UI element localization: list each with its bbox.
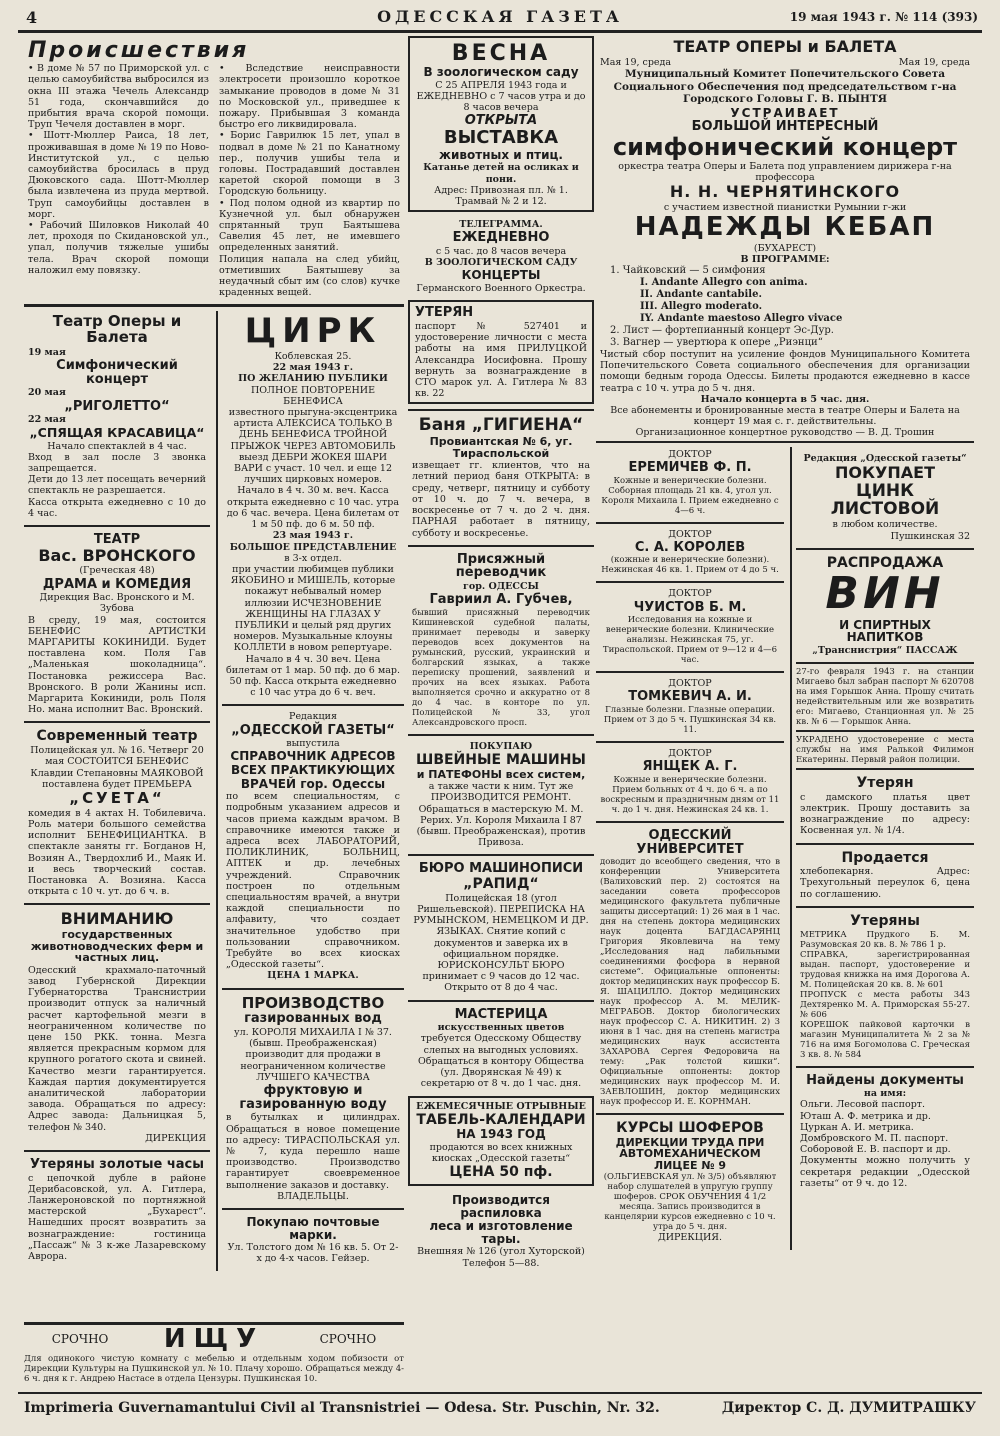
attention-subtitle: государственных животноводческих ферм и частных лиц. <box>30 928 204 965</box>
incidents-section <box>24 36 404 300</box>
typing-text: Полицейская 18 (угол Ришельевской). ПЕРЕПИСКА НА РУМЫНСКОМ, НЕМЕЦКОМ И ДР. ЯЗЫКАХ. Снятие копий с документов и заверка их в официальном порядке. ЮРИСКОНСУЛЬТ БЮРО принимает с 9 часов до 12 час. Открыто от 8 до 4 час. <box>413 892 589 994</box>
circus-line: ПО ЖЕЛАНИЮ ПУБЛИКИ <box>238 373 388 385</box>
attention-ad <box>24 908 210 1146</box>
doctor-name: ЕРЕМИЧЕВ Ф. П. <box>628 459 752 475</box>
translator-text: бывший присяжный переводчик Кишиневской судебной палаты, принимает переводы и заверку переводов всех документов на румынский, русский, украинский и болгарский языках, а также переписку прошений, заявлений и прочих на всех языках. Работа выполняется срочно и аккуратно от 8 до 4 час. в конторе по ул. Полицейской № 33, угол Александровского просп. <box>412 607 590 728</box>
attention-text: Одесский крахмало-паточный завод Губернской Дирекции Губернаторства Транснистрии производит отпуск за наличный расчет картофельной мезги в неограниченном количестве по цене 150 РКК. тонна. Мезга является прекрасным кормом для крупного рогатого скота и свиней. Качество мезги гарантируется. Каждая партия документируется аналитической лаборатории завода. Обращаться по адресу: Адрес завода: Дальницкая 5, телефон № 340. <box>28 964 206 1133</box>
lost-watch-text: с цепочкой дубле в районе Дерибасовской, ул. А. Гитлера, Ланжероновской по портняжной мастерской „Бухарест“. Нашедших просят возвратить за вознаграждение: гостиница „Пассаж“ № 3 к-же Лазаревскому Аврора. <box>28 1172 206 1263</box>
zinc-line: Пушкинская 32 <box>890 530 970 542</box>
opera-note: Вход в зал после 3 звонка запрещается. <box>28 451 206 474</box>
circus-line: в 3-х отдел. <box>284 552 342 564</box>
found-text: Документы можно получить у секретаря редакции „Одесской газеты“ от 9 ч. до 12. <box>800 1155 970 1189</box>
seek-title: ИЩУ <box>163 1324 265 1354</box>
translator-ad <box>408 550 594 730</box>
found-item: Домбровского М. П. паспорт. <box>800 1132 949 1144</box>
sawing-title2: леса и изготовление тары. <box>429 1219 573 1246</box>
modern-text: Полицейская ул. № 16. Четверг 20 мая СОСТОИТСЯ БЕНЕФИС Клавдии Степановны МАЯКОВОЙ поставлена будет ПРЕМЬЕРА <box>30 745 204 790</box>
translator-title: Присяжный переводчик <box>455 551 547 581</box>
spring-subtitle: В зоологическом саду <box>423 65 579 80</box>
spring-open: ОТКРЫТА <box>464 113 538 129</box>
directory-line: выпустила <box>286 738 340 750</box>
imprint-footer <box>18 1392 982 1422</box>
sawing-title: Производится распиловка <box>452 1193 550 1220</box>
circus-title: ЦИРК <box>244 311 382 352</box>
concert-theatre: ТЕАТР ОПЕРЫ и БАЛЕТА <box>673 37 897 56</box>
found-item: Юташ А. Ф. метрика и др. <box>800 1110 931 1122</box>
translator-name: Гавриил А. Губчев, <box>429 592 573 608</box>
wine-sale-ad <box>796 553 974 658</box>
soda-text: ул. КОРОЛЯ МИХАИЛА I № 37. (бывш. Преображенская) производит для продажи в неограниченном количестве ЛУЧШЕГО КАЧЕСТВА <box>234 1027 392 1083</box>
circus-line: ПОЛНОЕ ПОВТОРЕНИЕ БЕНЕФИСА <box>250 384 376 407</box>
doctor-text: Кожные и венерические болезни. Прием больных от 4 ч. до 6 ч. а по воскресным и праздничным дням от 11 ч. до 1 ч. дня. Нежинская 24 кв. 1. <box>600 774 780 815</box>
wine-line: ВИН <box>825 568 945 620</box>
opera-line: 22 мая <box>28 414 66 426</box>
calendars-title: ЕЖЕМЕСЯЧНЫЕ ОТРЫВНЫЕ <box>416 1100 586 1112</box>
flowers-text: требуется Одесскому Обществу слепых на выгодных условиях. Обращаться в контору Общества (ул. Дворянская № 49) к секретарю от 8 ч. до 1 час. дня. <box>417 1033 585 1090</box>
lost-passport-text: паспорт № 527401 и удостоверение личности с места работы на имя ПРИЛУЦКОЙ Александра Иосифовна. Прошу вернуть за вознаграждение в СТО марок ул. А. Гитлера № 83 кв. 22 <box>415 320 587 400</box>
flowers-title2: искусственных цветов <box>437 1022 565 1034</box>
concert-start: Начало концерта в 5 час. дня. <box>700 393 870 405</box>
directory-line: Редакция <box>289 711 337 723</box>
modern-theatre-ad <box>24 726 210 899</box>
university-text: доводит до всеобщего сведения, что в конференции Университета (Валиховский пер. 2) состоятся на заседании совета профессоров медицинского факультета публичные защиты диссертаций: 1) 26 мая в 1 час. дня на степень доктора медицинских наук доцента БАГДАСАРЯНЦ Григория Яковлевича на тему „Исследования над лабильными соединениями фосфора в нервной системе“. Официальные оппоненты: доктор медицинских наук профессор Б. Я. ШАЦИЛЛО. Доктор медицинских наук профессор А. М. МЕЛИК-МЕГРАБОВ. Доктор биологических наук профессор С. А. НИКИТИН. 2) 3 июня в 1 час. дня на степень магистра медицинских наук ассистента ЗАХАРОВА Сергея Федоровича на тему: „Рак толстой кишки“. Официальные оппоненты: доктор медицинских наук профессор М. И. ЗАЕВЛОШИН, доктор медицинских наук профессор И. Е. КОРНМАН. <box>600 857 780 1108</box>
opera-line: 20 мая <box>28 387 66 399</box>
lost-doc-item: КОРЕШОК пайковой карточки в магазин Муниципалитета № 2 за № 716 на имя Богомолова С. Греческая 3 кв. 8. № 584 <box>800 1019 970 1060</box>
stamps-title: Покупаю почтовые марки. <box>246 1214 380 1242</box>
vronsky-title: ТЕАТР <box>93 531 141 547</box>
concert-date-left: Мая 19, среда <box>600 56 672 68</box>
opera-note: Касса открыта ежедневно с 10 до 4 час. <box>28 496 206 519</box>
program-item: I. Andante Allegro con anima. <box>640 277 808 289</box>
program-item: 3. Вагнер — увертюра к опере „Риэнци“ <box>610 337 823 349</box>
incident-item: • Под полом одной из квартир по Кузнечной ул. был обнаружен спрятанный труп Баятышева Савелия 45 лет, не имевшего определенных занятий. <box>219 197 400 254</box>
incidents-title: Происшествия <box>28 38 250 63</box>
concert-sign: Организационное концертное руководство — В. Д. Трошин <box>635 427 935 439</box>
circus-text: при участии любимцев публики ЯКОБИНО и МИШЕЛЬ, которые покажут небывалый номер иллюзии ИСЧЕЗНОВЕНИЕ ЖЕНЩИНЫ НА ГЛАЗАХ У ПУБЛИКИ и целый ряд других номеров. Музыкальные клоуны КОЛЛЕТИ в новом репертуаре. Начало в 4 ч. 30 веч. Цена билетам от 1 мар. 50 пф. до 6 мар. 50 пф. Касса открыта ежедневно с 10 час утра до 6 ч. веч. <box>226 563 400 699</box>
directory-line: ВСЕХ ПРАКТИКУЮЩИХ <box>230 762 396 777</box>
found-item: Соборовой Е. В. паспорт и др. <box>800 1144 951 1156</box>
directory-line: СПРАВОЧНИК АДРЕСОВ <box>230 749 396 764</box>
vronsky-text: В среду, 19 мая, состоится БЕНЕФИС АРТИСТКИ МАРГАРИТЫ КОКИНИДИ. Будет поставлена ком. Поля Гав „Маленькая шоколадница“. Постановка режиссера Вас. Вронского. В роли Жанины исп. Маргарита Кокиниди, роль Поля Но. мана исполнит Вас. Вронский. <box>28 614 206 716</box>
concert-date-right: Мая 19, среда <box>898 56 970 68</box>
directory-line: „ОДЕССКОЙ ГАЗЕТЫ“ <box>231 722 395 738</box>
soda-title: ПРОИЗВОДСТВО <box>241 993 385 1012</box>
zinc-line: в любом количестве. <box>832 519 938 531</box>
vronsky-genre: ДРАМА и КОМЕДИЯ <box>42 576 192 592</box>
middle-column <box>408 36 594 1275</box>
lost-ad <box>796 773 974 839</box>
right-column <box>596 36 974 1250</box>
incident-item: • В доме № 57 по Приморской ул. с целью самоубийства выбросился из окна III этажа Чечель Александр 51 года, скончавшийся до прибытия врача скорой помощи. Труп Чечеля доставлен в морг. <box>28 63 209 131</box>
telegram-line: Германского Военного Оркестра. <box>416 283 586 295</box>
zinc-ad <box>796 451 974 544</box>
telegram-line: В ЗООЛОГИЧЕСКОМ САДУ <box>424 257 578 269</box>
soda-text2: в бутылках и цилиндрах. Обращаться в новое помещение по адресу: ТИРАСПОЛЬСКАЯ ул. № 7, куда перешло наше производство. Производство гарантирует своевременное выполнение заказов и доставку. <box>226 1112 400 1191</box>
opera-line: Симфонический концерт <box>56 358 178 387</box>
sale-title: Продается <box>841 849 929 866</box>
doctor-text: Глазные болезни. Глазные операции. Прием от 3 до 5 ч. Пушкинская 34 кв. 11. <box>603 705 777 736</box>
found-title: Найдены документы <box>806 1072 964 1088</box>
seek-urgent-right: СРОЧНО <box>319 1332 377 1347</box>
concert-organizer: Муниципальный Комитет Попечительского Совета Социального Обеспечения под председательством г-на Городского Головы Г. В. ПЫНТЯ <box>613 68 957 105</box>
flowers-ad <box>408 1005 594 1092</box>
program-item: IY. Andante maestoso Allegro vivace <box>640 313 843 325</box>
vronsky-address: (Греческая 48) <box>79 565 155 577</box>
bath-text: извещает гг. клиентов, что на летний период баня ОТКРЫТА: в среду, четверг, пятницу и субботу от 10 ч. до 7 ч. вечера, в воскресенье от 7 ч. до 2 ч. дня. ПАРНАЯ работает в пятницу, субботу и воскресенье. <box>412 460 590 539</box>
lost-title: Утерян <box>856 775 914 792</box>
bath-title: Баня „ГИГИЕНА“ <box>418 415 584 436</box>
zinc-line: ПОКУПАЕТ <box>834 462 936 482</box>
lost-passport-ad <box>408 300 594 404</box>
calendars-price: ЦЕНА 50 пф. <box>449 1164 553 1181</box>
doctor-ad <box>596 527 784 578</box>
doctor-ad <box>596 746 784 817</box>
concert-text: Чистый сбор поступит на усиление фондов Муниципального Комитета Попечительского Совета социального обеспечения для организации помощи бедным города Одессы. Билеты продаются ежедневно в кассе театра с 10 ч. утра до 5 ч. дня. <box>600 349 970 394</box>
found-item: Ольги. Лесовой паспорт. <box>800 1099 926 1111</box>
concert-ad <box>596 36 974 443</box>
calendars-big: ТАБЕЛЬ-КАЛЕНДАРИ <box>416 1111 586 1128</box>
spring-text2: Катанье детей на осликах и пони. <box>423 162 579 185</box>
for-sale-ad <box>796 848 974 902</box>
circus-address: Коблевская 25. <box>274 351 352 363</box>
issue-date: 19 мая 1943 г. № 114 (393) <box>789 10 978 24</box>
incident-item: Полиция напала на след убийц, отметивших Баятышеву за неудачный сбыт им (со слов) кучке краденных вещей. <box>219 253 400 299</box>
modern-title: Современный театр <box>36 728 198 745</box>
incident-item: • Вследствие неисправности электросети произошло короткое замыкание проводов в доме № 31 по Московской ул., приведшее к пожару. Прибывшая 3 команда быстро его ликвидировала. <box>219 63 400 131</box>
typing-bureau-ad <box>408 859 594 995</box>
circus-date: 23 мая 1943 г. <box>272 530 354 542</box>
university-ad <box>596 826 784 1109</box>
printer-imprint: Imprimeria Guvernamantului Civil al Transnistriei — Odesa. Str. Puschin, Nr. 32. <box>24 1400 660 1416</box>
concert-arranges: УСТРАИВАЕТ <box>730 105 840 120</box>
drivers-course-ad <box>596 1118 784 1246</box>
concert-big-title: симфонический концерт <box>612 132 958 161</box>
typing-name: „РАПИД“ <box>463 876 539 893</box>
directory-line: ВРАЧЕЙ гор. Одессы <box>240 776 386 791</box>
seek-room-ad <box>24 1322 404 1391</box>
soda-title2: газированных вод <box>244 1011 382 1027</box>
zoo-spring-ad <box>408 36 594 212</box>
spring-title: ВЕСНА <box>451 41 551 66</box>
doctor-name: С. А. КОРОЛЕВ <box>634 539 746 555</box>
circus-ad <box>222 311 404 700</box>
seek-urgent-left: СРОЧНО <box>51 1332 109 1347</box>
soda-sign: ВЛАДЕЛЬЦЫ. <box>277 1190 349 1202</box>
attention-sign: ДИРЕКЦИЯ <box>145 1132 206 1144</box>
attention-title: ВНИМАНИЮ <box>60 909 174 929</box>
bath-addr: Провиантская № 6, уг. Тираспольской <box>429 435 573 460</box>
university-title: ОДЕССКИЙ УНИВЕРСИТЕТ <box>636 827 744 857</box>
concert-text2: Все абонементы и бронированные места в театре Оперы и Балета на концерт 19 мая с. г. действительны. <box>610 405 960 428</box>
bath-ad <box>408 414 594 540</box>
drivers-title: КУРСЫ ШОФЕРОВ <box>616 1120 764 1137</box>
sawing-text: Внешняя № 126 (угол Хуторской) Телефон 5—88. <box>417 1246 585 1269</box>
spring-big2: животных и птиц. <box>439 147 563 162</box>
doctor-label: ДОКТОР <box>668 588 712 600</box>
lost-doc-item: МЕТРИКА Прудкого Б. М. Разумовская 20 кв. 8. № 786 1 р. <box>800 929 970 950</box>
program-item: 2. Лист — фортепианный концерт Эс-Дур. <box>610 325 834 337</box>
incident-item: • Рабочий Шиловков Николай 40 лет, проходя по Скидановской ул., упал, получив тяжелые ушибы тела. Врач скорой помощи наложил ему повязку. <box>28 219 209 276</box>
zinc-line: Редакция „Одесской газеты“ <box>803 452 967 464</box>
telegram-line: ЕЖЕДНЕВНО <box>452 230 550 246</box>
program-item: III. Allegro moderato. <box>640 301 763 313</box>
soda-big: фруктовую и газированную воду <box>239 1083 387 1112</box>
lost-watch-title: Утеряны золотые часы <box>29 1157 205 1173</box>
program-item: II. Andante cantabile. <box>640 289 762 301</box>
sewing-title: ПОКУПАЮ <box>469 740 533 752</box>
vronsky-title2: Вас. ВРОНСКОГО <box>38 545 196 565</box>
doctor-text: (кожные и венерические болезни). Нежинская 46 кв. 1. Прием от 4 до 5 ч. <box>601 555 779 576</box>
opera-schedule-ad <box>24 311 210 521</box>
sewing-text: а также части к ним. Тут же ПРОИЗВОДИТСЯ РЕМОНТ. Обращаться в мастерскую М. М. Рерих. Ул. Короля Михаила I 87 (бывш. Преображенская), против Привоза. <box>416 781 586 849</box>
spring-addr: Адрес: Привозная пл. № 1. Трамвай № 2 и 12. <box>434 184 568 208</box>
opera-line: Начало спектаклей в 4 час. <box>47 440 187 452</box>
opera-line: „РИГОЛЕТТО“ <box>64 398 170 414</box>
circus-line: БОЛЬШОЕ ПРЕДСТАВЛЕНИЕ <box>229 541 397 553</box>
wine-line: И СПИРТНЫХ НАПИТКОВ <box>839 617 931 645</box>
translator-sub: гор. ОДЕССЫ <box>463 580 539 592</box>
small-notice: УКРАДЕНО удостоверение с места службы на имя Ралькой Филимон Екатерины. Первый район полиции. <box>796 735 974 766</box>
concert-big-interest: БОЛЬШОЙ ИНТЕРЕСНЫЙ <box>691 119 879 135</box>
concert-program-title: В ПРОГРАММЕ: <box>740 253 830 265</box>
modern-play: „СУЕТА“ <box>69 788 165 807</box>
found-sub: на имя: <box>863 1088 907 1100</box>
opera-note: Дети до 13 лет посещать вечерний спектакль не разрешается. <box>28 474 206 497</box>
stamps-ad <box>222 1213 404 1267</box>
drivers-text: (ОЛЬГИЕВСКАЯ ул. № 3/5) объявляют набор слушателей в упругую группу шоферов. СРОК ОБУЧЕНИЯ 4 1/2 месяца. Запись производится в канцелярии курсов ежедневно с 10 ч. утра до 5 ч. дня. <box>603 1172 777 1233</box>
doctor-text: Исследования на кожные и венерические болезни. Клинические анализы. Нежинская 75, уг. Тираспольской. Прием от 9—12 и 4—6 час. <box>602 615 778 666</box>
drivers-title2: ДИРЕКЦИИ ТРУДА ПРИ АВТОМЕХАНИЧЕСКОМ ЛИЦЕЕ № 9 <box>615 1135 765 1172</box>
doctor-name: ЧУИСТОВ Б. М. <box>633 599 747 615</box>
lost-text: с дамского платья цвет электрик. Прошу доставить за вознаграждение по адресу: Косвенная ул. № 1/4. <box>800 791 970 837</box>
flowers-title: МАСТЕРИЦА <box>454 1006 548 1022</box>
wine-line: „Транснистрия“ ПАССАЖ <box>812 644 958 656</box>
small-notice: 27-го февраля 1943 г. на станции Мигаево был забран паспорт № 620708 на имя Горышок Анна. Прошу считать недействительным или же возвратить его: Мигаево, Станционная ул. № 25 кв. № 6 — Горышок Анна. <box>796 667 974 728</box>
seek-text: Для одинокого чистую комнату с мебелью и отдельным ходом побизости от Дирекции Культуры на Пушкинской ул. № 10. Плачу хорошо. Обращаться между 4-6 ч. дня к г. Андрею Настасе в отдела Цензуры. Пушкинская 10. <box>24 1354 404 1385</box>
calendars-ad <box>408 1096 594 1187</box>
opera-line: 19 мая <box>28 346 66 358</box>
doctor-ad <box>596 676 784 737</box>
calendars-year: НА 1943 ГОД <box>456 1127 546 1142</box>
sawing-ad <box>408 1191 594 1271</box>
directory-text: по всем специальностям, с подробным указанием адресов и часов приема каждым врачом. В справочнике имеются также и адреса всех ЛАБОРАТОРИЙ, ПОЛИКЛИНИК, БОЛЬНИЦ, АПТЕК и др. лечебных учреждений. Справочник построен по отдельным специальностям врачей, а внутри каждой специальности по алфавиту, что создает значительное удобство при пользовании справочником. Требуйте во всех киосках „Одесской газеты“. <box>226 791 400 971</box>
sewing-big2: и ПАТЕФОНЫ всех систем, <box>416 767 586 781</box>
found-item: Цуркан А. И. метрика. <box>800 1121 914 1133</box>
calendars-text: продаются во всех книжных киосках „Одесской газеты“ <box>429 1141 573 1165</box>
telegram-line: КОНЦЕРТЫ <box>461 268 541 283</box>
doctor-text: Кожные и венерические болезни. Соборная площадь 21 кв. 4, угол ул. Короля Михаила I. Прием ежедневно с 4—6 ч. <box>601 475 779 516</box>
doctor-ad <box>596 447 784 518</box>
doctor-label: ДОКТОР <box>668 448 712 460</box>
typing-title: БЮРО МАШИНОПИСИ <box>418 861 584 877</box>
directory-ad <box>222 709 404 983</box>
modern-text2: комедия в 4 актах Н. Тобилевича. Роль матери большого семейства исполнит БЕНЕФИЦИАНТКА. В спектакле заняты гг. Богданов Н, Возиян А., Твердохлиб И., Маяк И. и весь творческий состав. Постановка А. Возияна. Касса открыта с 10 ч. ут. до 6 ч. в. <box>28 807 206 898</box>
sewing-machines-ad <box>408 739 594 851</box>
zinc-line: ЦИНК ЛИСТОВОЙ <box>830 480 940 519</box>
spring-text: С 25 АПРЕЛЯ 1943 года и ЕЖЕДНЕВНО с 7 часов утра и до 8 часов вечера <box>416 79 586 114</box>
masthead <box>18 4 982 33</box>
opera-title: Театр Оперы и Балета <box>52 312 182 347</box>
incident-item: • Шотт-Мюллер Раиса, 18 лет, проживавшая в доме № 19 по Ново-Институтской ул., с целью самоубийства бросилась в пруд Дюковского сада. Шотт-Мюллер была извлечена из пруда мертвой. Труп самоубийцы доставлен в морг. <box>28 130 209 220</box>
vronsky-direction: Дирекция Вас. Вронского и М. Зубова <box>39 592 195 615</box>
circus-text: известного прыгуна-эксцентрика артиста АЛЕКСИСА ТОЛЬКО В ДЕНЬ БЕНЕФИСА ТРОЙНОЙ ПРЫЖОК ЧЕРЕЗ АВТОМОБИЛЬ выезд ДЕБРИ ЖОКЕЯ ШАРИ ВАРИ с участ. 10 чел. и еще 12 лучших цирковых номеров. Начало в 4 ч. 30 м. веч. Касса открыта ежедневно с 10 час. утра до 6 час. вечера. Цена билетам от 1 м 50 пф. до 6 м. 50 пф. <box>226 407 400 531</box>
lost-doc-item: СПРАВКА, зарегистрированная выдан. паспорт, удостоверение и трудовая книжка на имя Дорогова А. М. Полицейская 20 кв. 8. № 601 <box>800 949 970 990</box>
doctor-label: ДОКТОР <box>668 748 712 760</box>
directory-price: ЦЕНА 1 МАРКА. <box>267 970 359 982</box>
soda-ad <box>222 993 404 1204</box>
concert-pianist: НАДЕЖДЫ КЕБАП <box>634 212 936 243</box>
telegram-line: ТЕЛЕГРАММА. <box>459 219 543 231</box>
sale-text: хлебопекарня. Адрес: Трехугольный переулок 6, цена по соглашению. <box>800 866 970 900</box>
spring-big: ВЫСТАВКА <box>443 126 559 148</box>
telegram-line: с 5 час. до 8 часов вечера <box>435 246 567 258</box>
lost-docs-title: Утеряны <box>850 912 920 929</box>
page-number: 4 <box>26 8 38 27</box>
divider <box>24 304 404 307</box>
circus-date: 22 мая 1943 г. <box>272 362 354 374</box>
concert-conductor: Н. Н. ЧЕРНЯТИНСКОГО <box>669 182 901 202</box>
stamps-text: Ул. Толстого дом № 16 кв. 5. От 2-х до 4-х часов. Гейзер. <box>227 1242 399 1265</box>
vronsky-theatre-ad <box>24 530 210 718</box>
telegram-ad <box>408 217 594 296</box>
concert-city: (БУХАРЕСТ) <box>753 242 817 254</box>
program-item: 1. Чайковский — 5 симфония <box>610 265 766 277</box>
doctor-label: ДОКТОР <box>668 528 712 540</box>
wine-line: РАСПРОДАЖА <box>826 554 944 571</box>
sewing-big: ШВЕЙНЫЕ МАШИНЫ <box>416 752 586 769</box>
lost-passport-title: УТЕРЯН <box>415 305 474 321</box>
doctor-name: ТОМКЕВИЧ А. И. <box>628 689 752 705</box>
doctor-ad <box>596 586 784 667</box>
left-column <box>24 36 404 1271</box>
found-documents-ad <box>796 1071 974 1191</box>
concert-with: с участием известной пианистки Румынии г-жи <box>663 202 907 214</box>
doctor-name: ЯНЩЕК А. Г. <box>642 759 738 775</box>
doctor-label: ДОКТОР <box>668 678 712 690</box>
lost-watch-ad <box>24 1155 210 1264</box>
opera-line: „СПЯЩАЯ КРАСАВИЦА“ <box>29 425 205 441</box>
incident-item: • Борис Гаврилюк 15 лет, упал в подвал в доме № 21 по Канатному пер., получив ушибы тела и головы. Пострадавший доставлен каретой скорой помощи в 3 Городскую больницу. <box>219 130 400 198</box>
director-imprint: Директор С. Д. ДУМИТРАШКУ <box>721 1400 976 1416</box>
drivers-sign: ДИРЕКЦИЯ. <box>658 1232 722 1244</box>
lost-documents-ad <box>796 911 974 1062</box>
concert-orchestra: оркестра театра Оперы и Балета под управлением дирижера г-на профессора <box>618 160 952 184</box>
newspaper-name: ОДЕССКАЯ ГАЗЕТА <box>377 7 623 26</box>
lost-doc-item: ПРОПУСК с места работы 343 Дехтяренко М. А. Приморская 55-27. № 606 <box>800 989 970 1020</box>
